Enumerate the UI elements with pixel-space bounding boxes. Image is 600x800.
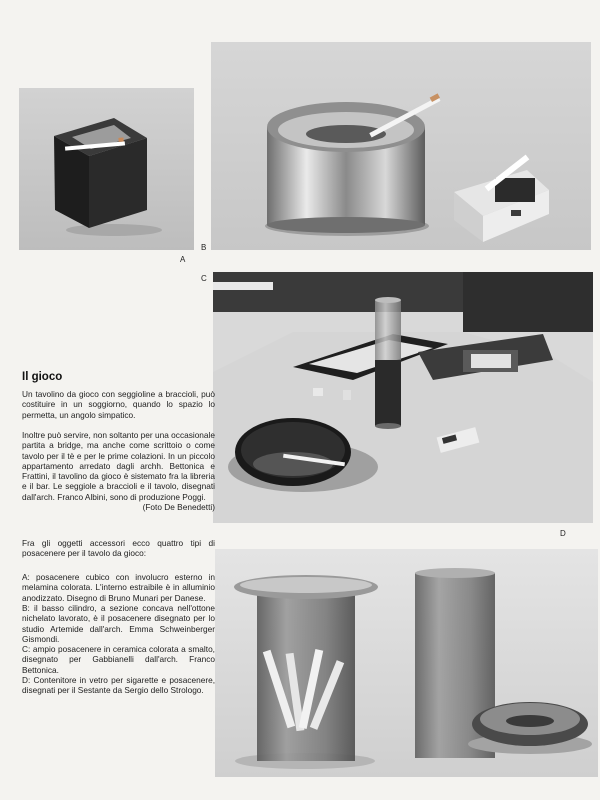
caption-b-text: B: il basso cilindro, a sezione concava nell'ottone nichelato lavorato, è il posacenere disegnato per lo studio Artemide dall'arch. Emma Schweinberger Gismondi.	[22, 603, 215, 644]
caption-c-text: C: ampio posacenere in ceramica colorata a smalto, disegnato per Gabbianelli dall'arch. Franco Bettonica.	[22, 644, 215, 675]
caption-c	[22, 644, 215, 675]
caption-a	[22, 572, 215, 603]
photo-c-ceramic-ashtray	[213, 272, 593, 523]
caption-d	[22, 675, 215, 696]
photo-b-drawing	[211, 42, 591, 250]
caption-b	[22, 603, 215, 644]
photo-credit: (Foto De Benedetti)	[142, 502, 215, 513]
label-d: D	[560, 529, 566, 538]
caption-d-text: D: Contenitore in vetro per sigarette e posacenere, disegnati per il Sestante da Sergio dello Strologo.	[22, 675, 215, 696]
article-title: Il gioco	[22, 371, 63, 383]
intro-text: Un tavolino da gioco con seggioline a braccioli, può costituire in un soggiorno, quando lo spazio lo permetta, un angolo simpatico.	[22, 389, 215, 420]
photo-c-drawing	[213, 272, 593, 523]
accessories-intro	[22, 538, 215, 559]
photo-b-cylinder-ashtray	[211, 42, 591, 250]
article-body	[22, 430, 215, 512]
caption-a-text: A: posacenere cubico con involucro esterno in melamina colorata. L'interno estraibile è in alluminio anodizzato. Disegno di Bruno Munari per Danese.	[22, 572, 215, 603]
accessories-intro-text: Fra gli oggetti accessori ecco quattro tipi di posacenere per il tavolo da gioco:	[22, 538, 215, 559]
label-c: C	[201, 274, 207, 283]
body-text: Inoltre può servire, non soltanto per una occasionale partita a bridge, ma anche come scrittoio o come tavolo per il tè e per le prime colazioni. In un piccolo appartamento arredato dagli archh. Bettonica e Frattini, il tavolino da gioco è sistemato fra la libreria e il bar. Le seggiole a braccioli e il tavolo, disegnati dall'arch. Franco Albini, sono di produzione Poggi.	[22, 430, 215, 502]
photo-d-drawing	[215, 549, 598, 777]
label-a: A	[180, 255, 186, 264]
label-b: B	[201, 243, 207, 252]
photo-a-cubic-ashtray	[19, 88, 194, 250]
photo-a-drawing	[19, 88, 194, 250]
article-intro	[22, 389, 215, 420]
photo-d-glass-container	[215, 549, 598, 777]
